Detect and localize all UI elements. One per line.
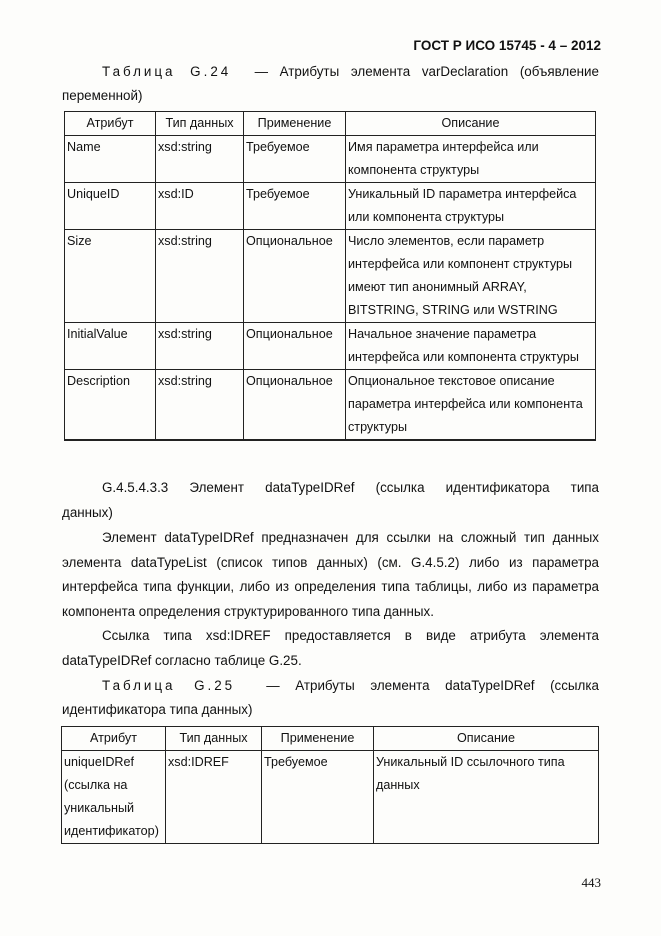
- table-row: [65, 323, 596, 370]
- table-row: [65, 370, 596, 441]
- col-header: Описание: [374, 727, 599, 751]
- caption-text-cont: переменной): [62, 88, 143, 103]
- section-heading-line: G.4.5.4.3.3 Элемент dataTypeIDRef (ссылка идентификатора типа: [102, 480, 599, 495]
- cell-description: Число элементов, если параметр интерфейса или компонент структуры имеют тип анонимный ARRAY, BITSTRING, STRING или WSTRING: [346, 230, 596, 323]
- section-heading: [62, 476, 599, 525]
- cell-attribute: uniqueIDRef (ссылка на уникальный идентификатор): [62, 751, 166, 844]
- paragraph: [62, 624, 599, 673]
- caption-text: — Атрибуты элемента dataTypeIDRef (ссылка: [266, 678, 599, 693]
- col-header: Атрибут: [62, 727, 166, 751]
- table-g24-caption: [62, 60, 599, 108]
- cell-type: xsd:string: [156, 136, 244, 183]
- cell-attribute: Size: [65, 230, 156, 323]
- col-header: Применение: [262, 727, 374, 751]
- cell-type: xsd:ID: [156, 183, 244, 230]
- cell-usage: Опциональное: [244, 370, 346, 441]
- cell-attribute: InitialValue: [65, 323, 156, 370]
- paragraph-text: Ссылка типа xsd:IDREF предоставляется в виде атрибута элемента dataTypeIDRef согласно таблице G.25.: [62, 628, 599, 668]
- cell-usage: Опциональное: [244, 323, 346, 370]
- col-header: Применение: [244, 112, 346, 136]
- paragraph-text: Элемент dataTypeIDRef предназначен для ссылки на сложный тип данных элемента dataTypeList (список типов данных) (см. G.4.5.2) либо из параметра интерфейса типа функции, либо из определения типа таблицы, либо из параметра компонента определения структурированного типа данных.: [62, 530, 599, 619]
- cell-description: Уникальный ID параметра интерфейса или компонента структуры: [346, 183, 596, 230]
- table-g25-caption: [62, 674, 599, 722]
- cell-type: xsd:string: [156, 230, 244, 323]
- cell-usage: Требуемое: [244, 183, 346, 230]
- cell-type: xsd:IDREF: [166, 751, 262, 844]
- table-row: [65, 230, 596, 323]
- col-header: Тип данных: [156, 112, 244, 136]
- cell-type: xsd:string: [156, 323, 244, 370]
- cell-description: Уникальный ID ссылочного типа данных: [374, 751, 599, 844]
- table-row: [65, 136, 596, 183]
- col-header: Атрибут: [65, 112, 156, 136]
- cell-usage: Требуемое: [244, 136, 346, 183]
- document-header: ГОСТ Р ИСО 15745 - 4 – 2012: [413, 38, 601, 53]
- col-header: Описание: [346, 112, 596, 136]
- caption-text-cont: идентификатора типа данных): [62, 702, 253, 717]
- col-header: Тип данных: [166, 727, 262, 751]
- paragraph: [62, 526, 599, 624]
- cell-attribute: Name: [65, 136, 156, 183]
- page-number: 443: [581, 875, 601, 890]
- section-heading-line: данных): [62, 504, 113, 520]
- table-g25: [61, 726, 599, 844]
- cell-usage: Требуемое: [262, 751, 374, 844]
- table-row: [62, 751, 599, 844]
- caption-label: Таблица G.25: [102, 678, 236, 693]
- table-row: [65, 183, 596, 230]
- caption-text: — Атрибуты элемента varDeclaration (объявление: [254, 64, 599, 79]
- cell-description: Начальное значение параметра интерфейса или компонента структуры: [346, 323, 596, 370]
- table-header-row: [65, 112, 596, 136]
- cell-attribute: UniqueID: [65, 183, 156, 230]
- table-header-row: [62, 727, 599, 751]
- cell-type: xsd:string: [156, 370, 244, 441]
- cell-description: Опциональное текстовое описание параметра интерфейса или компонента структуры: [346, 370, 596, 441]
- caption-label: Таблица G.24: [102, 64, 232, 79]
- cell-description: Имя параметра интерфейса или компонента структуры: [346, 136, 596, 183]
- cell-attribute: Description: [65, 370, 156, 441]
- table-g24: [64, 111, 596, 441]
- cell-usage: Опциональное: [244, 230, 346, 323]
